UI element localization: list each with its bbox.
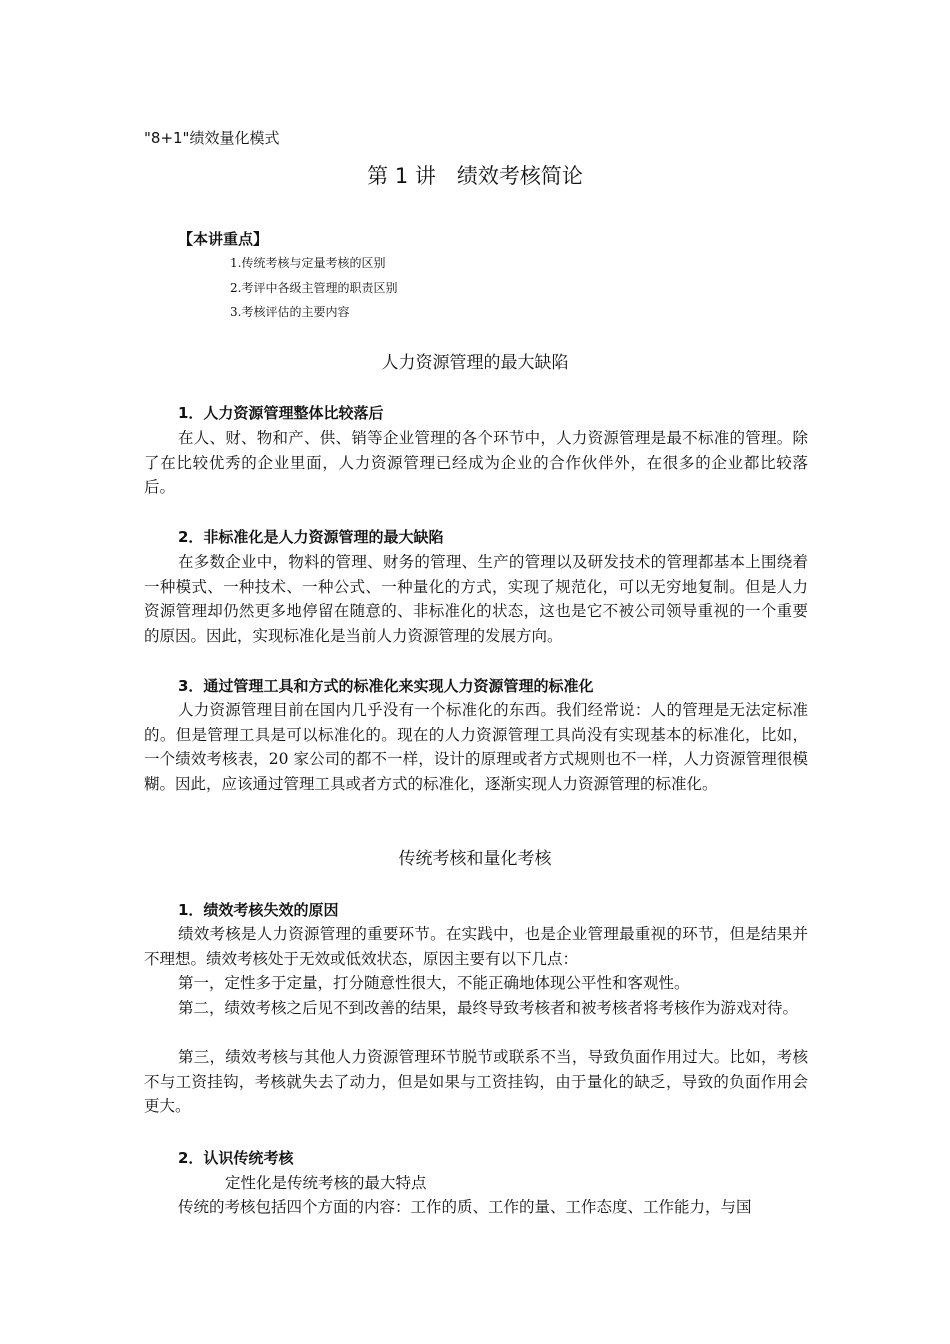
subsection-heading: 3．通过管理工具和方式的标准化来实现人力资源管理的标准化 [178, 677, 594, 695]
subsection-heading: 2．认识传统考核 [178, 1149, 294, 1167]
paragraph: 绩效考核是人力资源管理的重要环节。在实践中，也是企业管理最重视的环节，但是结果并不理想。绩效考核处于无效或低效状态，原因主要有以下几点： [144, 925, 808, 968]
key-point-item: 3.考核评估的主要内容 [230, 305, 350, 319]
subsection-heading: 1．绩效考核失效的原因 [178, 901, 339, 919]
document-header: "8+1"绩效量化模式 [144, 129, 280, 147]
key-point-line: 定性化是传统考核的最大特点 [225, 1174, 427, 1192]
paragraph: 人力资源管理目前在国内几乎没有一个标准化的东西。我们经常说：人的管理是无法定标准的。但是管理工具是可以标准化的。现在的人力资源管理工具尚没有实现基本的标准化，比如，一个绩效考核表，20 家公司的都不一样，设计的原理或者方式规则也不一样，人力资源管理很模糊。因此，应该通过管理工具或者方式的标准化，逐渐实现人力资源管理的标准化。 [144, 701, 808, 794]
key-point-item: 1.传统考核与定量考核的区别 [230, 256, 386, 270]
paragraph: 第一，定性多于定量，打分随意性很大，不能正确地体现公平性和客观性。 [178, 974, 690, 992]
subsection-heading: 1．人力资源管理整体比较落后 [178, 404, 384, 422]
subsection-heading: 2．非标准化是人力资源管理的最大缺陷 [178, 528, 444, 546]
paragraph: 在人、财、物和产、供、销等企业管理的各个环节中，人力资源管理是最不标准的管理。除了在比较优秀的企业里面，人力资源管理已经成为企业的合作伙伴外，在很多的企业都比较落后。 [144, 429, 808, 497]
paragraph: 第三，绩效考核与其他人力资源管理环节脱节或联系不当，导致负面作用过大。比如，考核不与工资挂钩，考核就失去了动力，但是如果与工资挂钩，由于量化的缺乏，导致的负面作用会更大。 [144, 1048, 808, 1116]
section-title: 传统考核和量化考核 [398, 849, 552, 869]
paragraph: 传统的考核包括四个方面的内容：工作的质、工作的量、工作态度、工作能力，与国 [178, 1198, 752, 1216]
lecture-title: 第 1 讲 绩效考核简论 [367, 164, 583, 188]
section-title: 人力资源管理的最大缺陷 [381, 353, 569, 373]
key-points-heading: 【本讲重点】 [178, 230, 269, 248]
paragraph: 第二，绩效考核之后见不到改善的结果，最终导致考核者和被考核者将考核作为游戏对待。 [178, 999, 799, 1017]
paragraph: 在多数企业中，物料的管理、财务的管理、生产的管理以及研发技术的管理都基本上围绕着一种模式、一种技术、一种公式、一种量化的方式，实现了规范化，可以无穷地复制。但是人力资源管理却仍然更多地停留在随意的、非标准化的状态，这也是它不被公司领导重视的一个重要的原因。因此，实现标准化是当前人力资源管理的发展方向。 [144, 553, 808, 646]
key-point-item: 2.考评中各级主管理的职责区别 [230, 281, 398, 295]
